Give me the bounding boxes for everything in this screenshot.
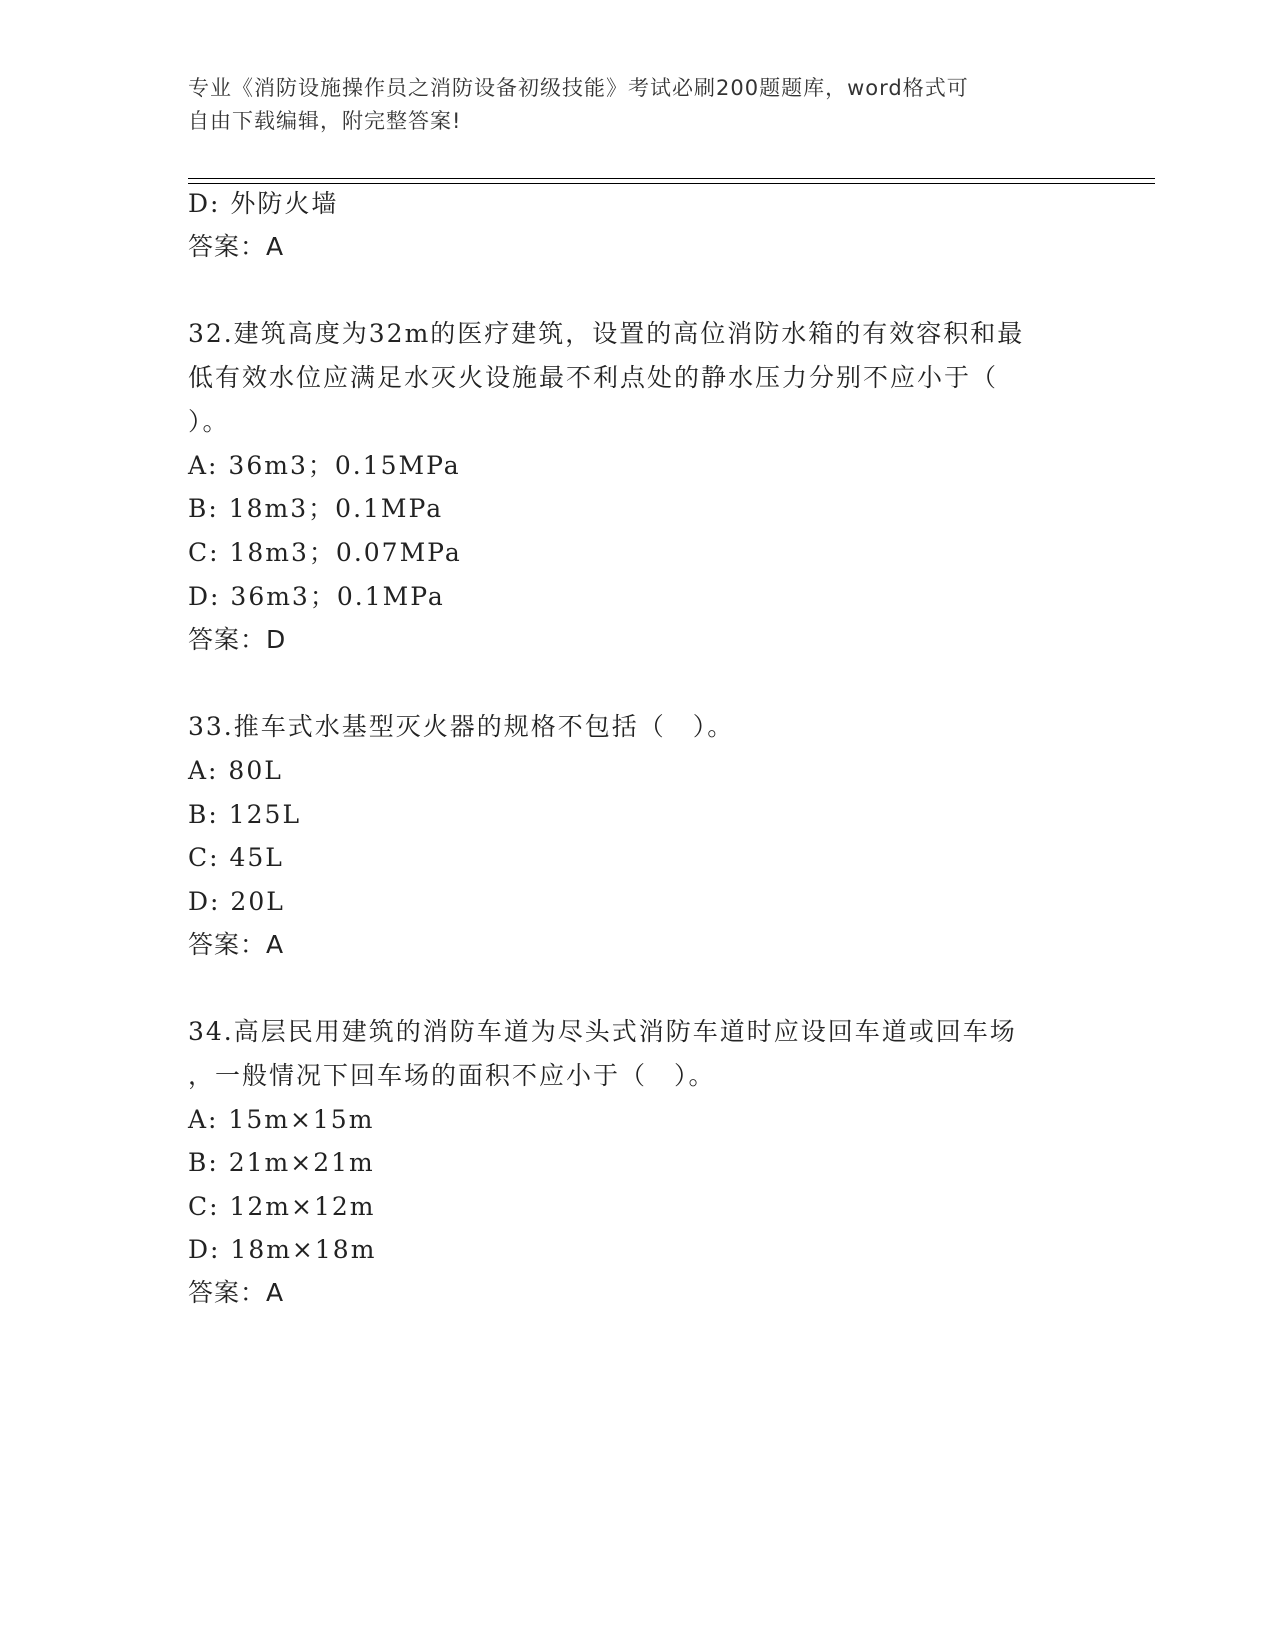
prev-option-d: D: 外防火墙 [188, 189, 339, 218]
document-header [188, 72, 1088, 138]
q32-stem-line-1: 32.建筑高度为32m的医疗建筑，设置的高位消防水箱的有效容积和最 [188, 319, 1025, 348]
q34-answer: 答案：A [188, 1278, 285, 1307]
q34-option-d: D: 18m×18m [188, 1235, 377, 1264]
q34-stem-line-2: ，一般情况下回车场的面积不应小于（ ）。 [188, 1061, 716, 1090]
q33-option-b: B: 125L [188, 800, 302, 829]
q33-option-d: D: 20L [188, 887, 285, 916]
q33-stem-line-1: 33.推车式水基型灭火器的规格不包括（ ）。 [188, 712, 735, 741]
q34-option-b: B: 21m×21m [188, 1148, 375, 1177]
header-line-1: 专业《消防设施操作员之消防设备初级技能》考试必刷200题题库，word格式可 [188, 76, 969, 100]
q33-option-a: A: 80L [188, 756, 283, 785]
q32-option-c: C: 18m3；0.07MPa [188, 538, 462, 567]
q32-option-b: B: 18m3；0.1MPa [188, 494, 444, 523]
prev-answer: 答案：A [188, 232, 285, 261]
q32-stem-line-2: 低有效水位应满足水灭火设施最不利点处的静水压力分别不应小于（ [188, 363, 999, 392]
q33-option-c: C: 45L [188, 843, 284, 872]
q34-stem-line-1: 34.高层民用建筑的消防车道为尽头式消防车道时应设回车道或回车场 [188, 1017, 1017, 1046]
q32-stem-line-3: ）。 [188, 407, 230, 436]
q34-option-c: C: 12m×12m [188, 1192, 376, 1221]
header-divider-bottom [188, 183, 1155, 184]
q32-option-d: D: 36m3；0.1MPa [188, 582, 445, 611]
q34-option-a: A: 15m×15m [188, 1105, 375, 1134]
q32-answer: 答案：D [188, 625, 287, 654]
q33-answer: 答案：A [188, 930, 285, 959]
q32-option-a: A: 36m3；0.15MPa [188, 451, 461, 480]
header-line-2: 自由下载编辑，附完整答案! [188, 109, 462, 133]
header-divider-top [188, 178, 1155, 179]
